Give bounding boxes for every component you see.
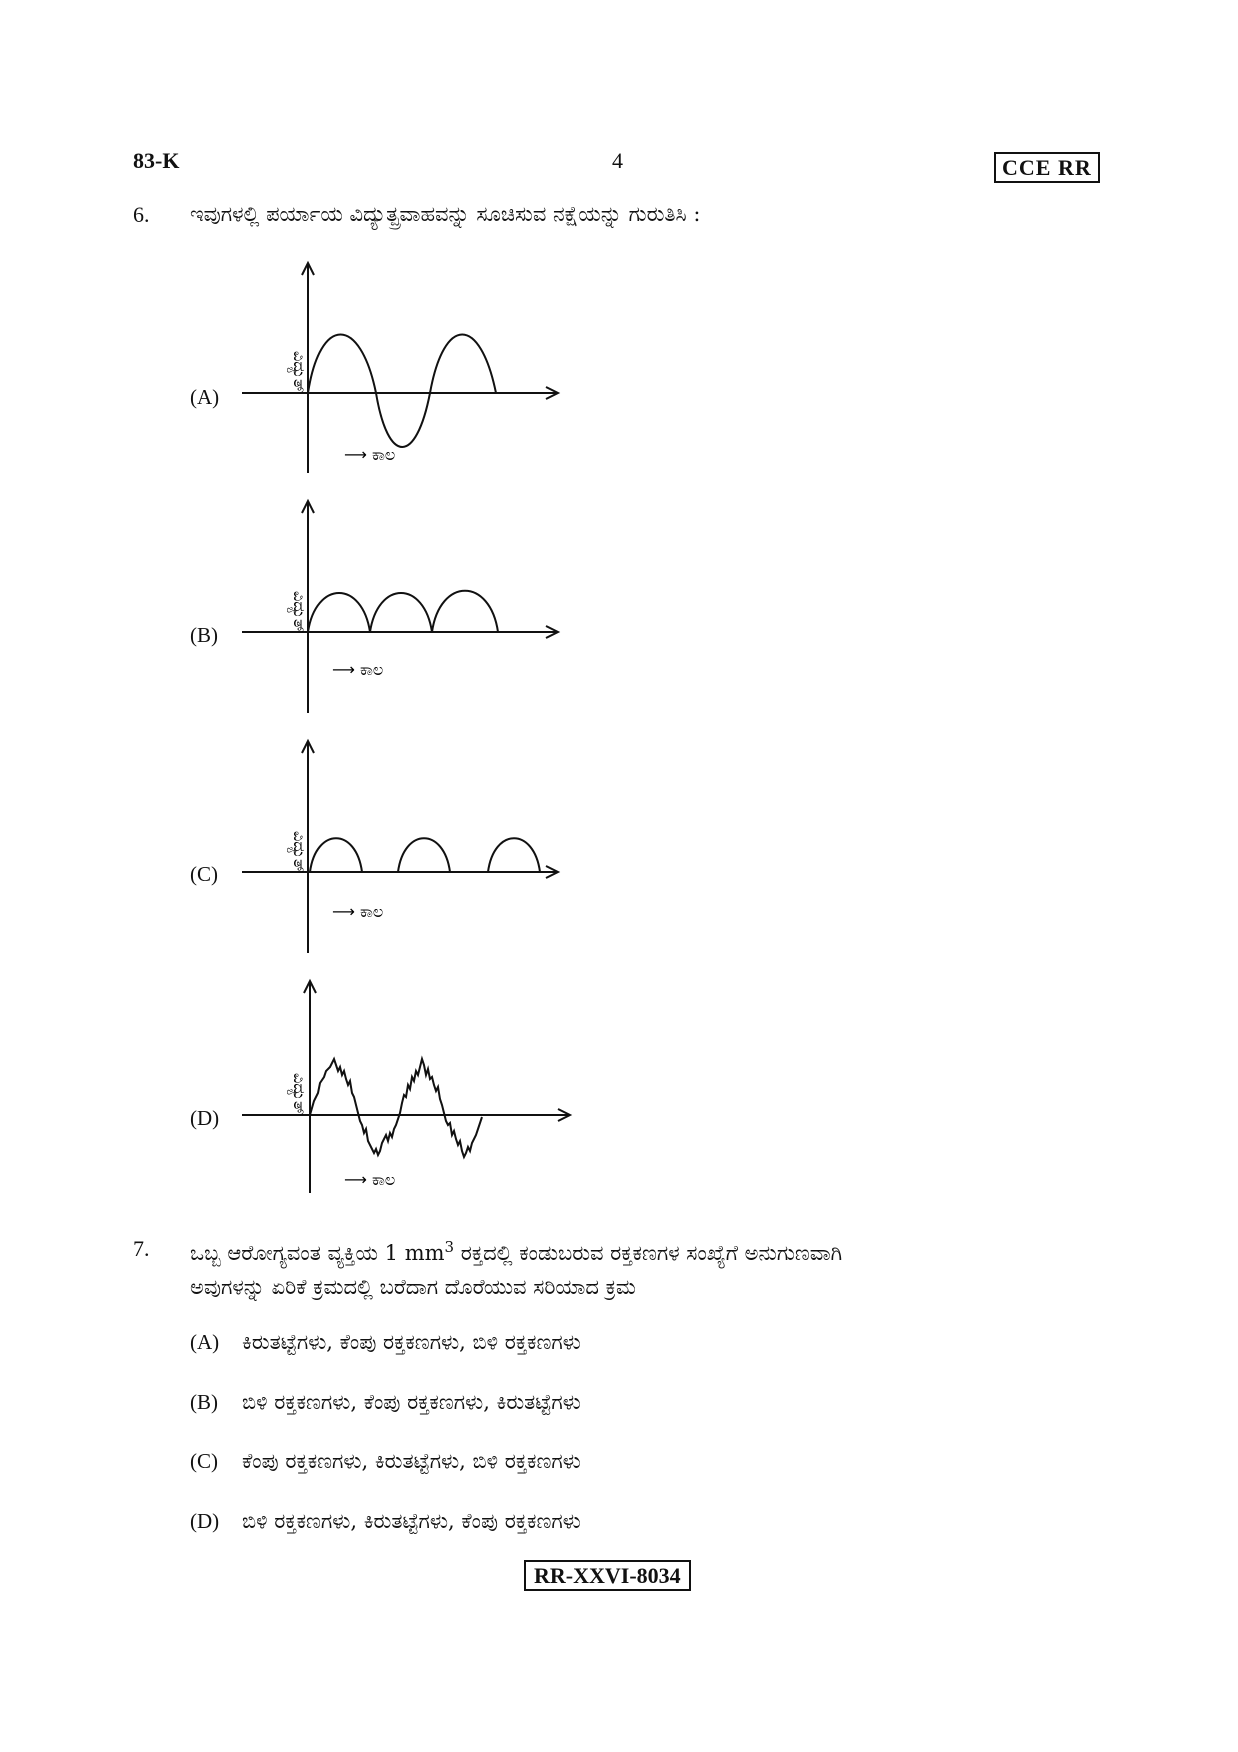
- footer-code-box: RR-XXVI-8034: [524, 1560, 691, 1591]
- q7-option-a-text: ಕಿರುತಟ್ಟೆಗಳು, ಕೆಂಪು ರಕ್ತಕಣಗಳು, ಬಿಳಿ ರಕ್ತಕಣಗಳು: [242, 1330, 581, 1354]
- y-axis-label: ವಿದ್ಯುತ್: [290, 591, 309, 633]
- half-rectified-hump-2: [398, 838, 450, 872]
- half-rectified-hump-3: [488, 838, 540, 872]
- q6-graph-b: [240, 495, 570, 720]
- x-axis-label: ⟶ ಕಾಲ: [332, 902, 384, 921]
- header-box-label: CCE RR: [994, 152, 1100, 183]
- q7-option-a-label: (A): [190, 1330, 220, 1354]
- q6-option-a-label: (A): [190, 385, 220, 409]
- sine-wave-curve: [308, 335, 496, 448]
- paper-code: 83-K: [133, 148, 180, 173]
- q7-option-d: [190, 1509, 581, 1534]
- q7-option-b-label: (B): [190, 1390, 218, 1414]
- full-rectified-wave-curve: [308, 591, 498, 632]
- half-rectified-hump-1: [310, 838, 362, 872]
- q7-option-c-text: ಕೆಂಪು ರಕ್ತಕಣಗಳು, ಕಿರುತಟ್ಟೆಗಳು, ಬಿಳಿ ರಕ್ತಕಣಗಳು: [242, 1449, 581, 1473]
- y-axis-label: ವಿದ್ಯುತ್: [290, 351, 309, 393]
- question-7-superscript: 3: [444, 1238, 455, 1256]
- y-axis-label: ವಿದ್ಯುತ್: [290, 831, 309, 873]
- question-7-text-part1: ಒಬ್ಬ ಆರೋಗ್ಯವಂತ ವ್ಯಕ್ತಿಯ 1 mm: [190, 1241, 445, 1265]
- q6-option-d-label: (D): [190, 1106, 220, 1130]
- noisy-wave-curve: [310, 1059, 482, 1157]
- q6-graph-c: [240, 735, 570, 960]
- q6-graph-a: [240, 255, 570, 485]
- y-axis-label: ವಿದ್ಯುತ್: [290, 1073, 309, 1115]
- q7-option-b: [190, 1390, 581, 1415]
- question-6-text: ಇವುಗಳಲ್ಲಿ ಪರ್ಯಾಯ ವಿದ್ಯುತ್ಪ್ರವಾಹವನ್ನು ಸೂಚಿಸುವ ನಕ್ಷೆಯನ್ನು ಗುರುತಿಸಿ :: [190, 202, 701, 226]
- q6-option-c-label: (C): [190, 862, 218, 886]
- q7-option-c: [190, 1449, 581, 1474]
- x-axis-label: ⟶ ಕಾಲ: [332, 660, 384, 679]
- q7-option-c-label: (C): [190, 1449, 218, 1473]
- q7-option-d-label: (D): [190, 1509, 220, 1533]
- question-7-text-line2: ಅವುಗಳನ್ನು ಏರಿಕೆ ಕ್ರಮದಲ್ಲಿ ಬರೆದಾಗ ದೊರೆಯುವ ಸರಿಯಾದ ಕ್ರಮ: [190, 1275, 636, 1299]
- q6-graph-d: [240, 975, 580, 1200]
- question-6-number: 6.: [133, 202, 150, 227]
- x-axis-label: ⟶ ಕಾಲ: [344, 445, 396, 464]
- question-7-number: 7.: [133, 1236, 150, 1261]
- q7-option-b-text: ಬಿಳಿ ರಕ್ತಕಣಗಳು, ಕೆಂಪು ರಕ್ತಕಣಗಳು, ಕಿರುತಟ್ಟೆಗಳು: [242, 1390, 581, 1414]
- q7-option-a: [190, 1330, 581, 1355]
- page-number: 4: [612, 148, 623, 173]
- question-7-text: [190, 1228, 1118, 1272]
- q7-option-d-text: ಬಿಳಿ ರಕ್ತಕಣಗಳು, ಕಿರುತಟ್ಟೆಗಳು, ಕೆಂಪು ರಕ್ತಕಣಗಳು: [242, 1509, 581, 1533]
- question-7-text-part2: ರಕ್ತದಲ್ಲಿ ಕಂಡುಬರುವ ರಕ್ತಕಣಗಳ ಸಂಖ್ಯೆಗೆ ಅನುಗುಣವಾಗಿ: [454, 1241, 843, 1265]
- q6-option-b-label: (B): [190, 623, 218, 647]
- x-axis-label: ⟶ ಕಾಲ: [344, 1170, 396, 1189]
